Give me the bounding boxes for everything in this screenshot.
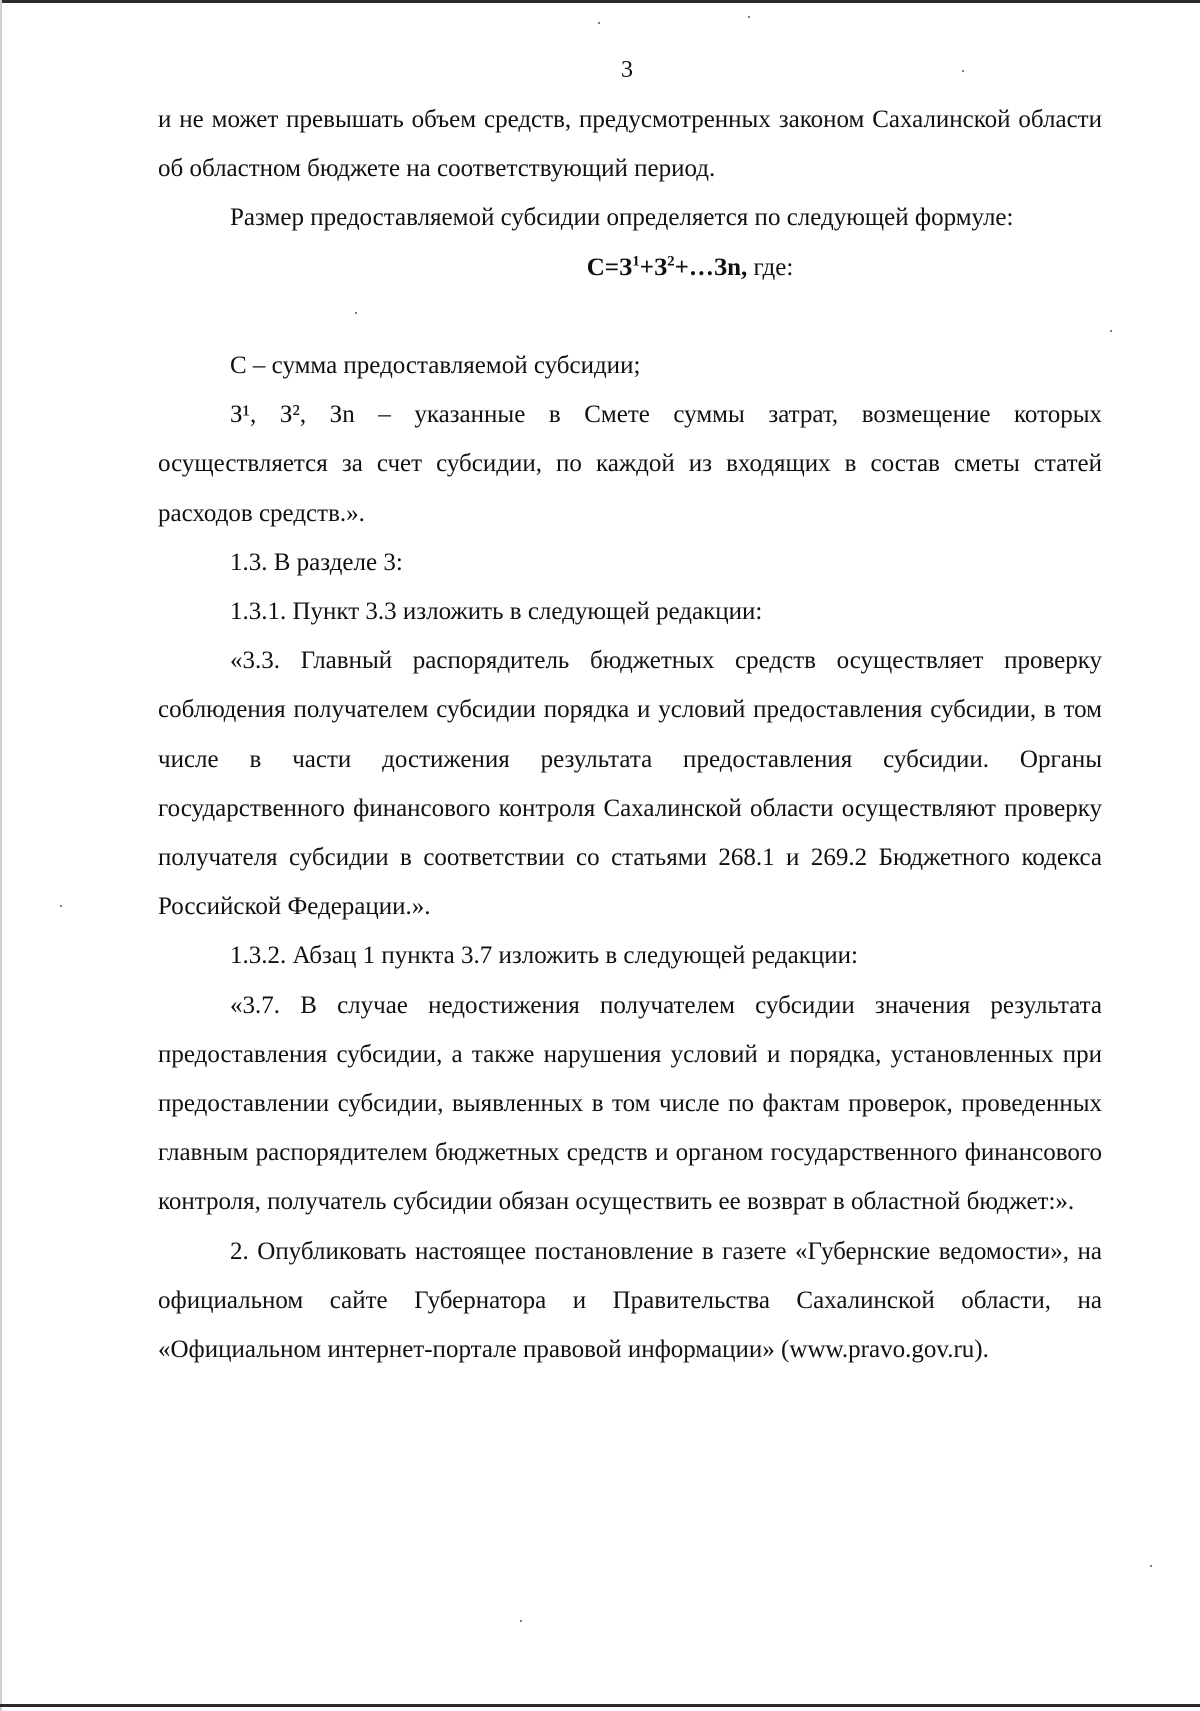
scan-speck	[1150, 1565, 1152, 1567]
formula-sup2: 2	[667, 253, 675, 270]
scan-edge-bottom	[0, 1704, 1200, 1707]
paragraph-subsidy-size: Размер предоставляемой субсидии определяется по следующей формуле:	[230, 204, 1014, 232]
paragraph-item-1-3-1: 1.3.1. Пункт 3.3 изложить в следующей редакции:	[230, 598, 763, 626]
scan-speck	[520, 1620, 522, 1622]
formula-rest: +…Зn,	[674, 253, 748, 281]
scan-speck	[1110, 330, 1112, 332]
formula-c: С=З	[586, 253, 633, 281]
scan-edge-top	[0, 0, 1200, 3]
formula-sup1: 1	[632, 253, 640, 270]
scan-speck	[60, 905, 62, 907]
paragraph-section-3: 1.3. В разделе 3:	[230, 548, 403, 576]
paragraph-publication: 2. Опубликовать настоящее постановление в газете «Губернские ведомости», на официальном сайте Губернатора и Правительства Сахалинской области, на «Официальном интернет-портале правовой информации» (www.pravo.gov.ru).	[158, 1237, 1102, 1364]
document-body	[158, 95, 1102, 1374]
formula-plus1: +З	[639, 253, 668, 281]
paragraph-costs-definition: З¹, З², Зn – указанные в Смете суммы затрат, возмещение которых осуществляется за счет субсидии, по каждой из входящих в состав сметы статей расходов средств.».	[158, 401, 1102, 527]
paragraph-clause-3-3: «3.3. Главный распорядитель бюджетных средств осуществляет проверку соблюдения получателем субсидии порядка и условий предоставления субсидии, в том числе в части достижения результата предоставления субсидии. Органы государственного финансового контроля Сахалинской области осуществляют проверку получателя субсидии в соответствии со статьями 268.1 и 269.2 Бюджетного кодекса Российской Федерации.».	[158, 647, 1102, 921]
page-number: 3	[621, 57, 633, 83]
paragraph-clause-3-7: «3.7. В случае недостижения получателем субсидии значения результата предоставления субсидии, а также нарушения условий и порядка, установленных при предоставлении субсидии, выявленных в том числе по фактам проверок, проведенных главным распорядителем бюджетных средств и органом государственного финансового контроля, получатель субсидии обязан осуществить ее возврат в областной бюджет:».	[158, 991, 1102, 1216]
formula-suffix: где:	[747, 253, 794, 281]
paragraph-c-definition: С – сумма предоставляемой субсидии;	[230, 352, 641, 379]
scan-speck	[748, 16, 750, 18]
paragraph-budget-limit: и не может превышать объем средств, предусмотренных законом Сахалинской области об областном бюджете на соответствующий период.	[158, 106, 1102, 183]
subsidy-formula	[158, 243, 1102, 341]
scan-speck	[598, 22, 600, 24]
paragraph-item-1-3-2: 1.3.2. Абзац 1 пункта 3.7 изложить в следующей редакции:	[230, 942, 858, 970]
scan-edge-left	[0, 0, 2, 1711]
